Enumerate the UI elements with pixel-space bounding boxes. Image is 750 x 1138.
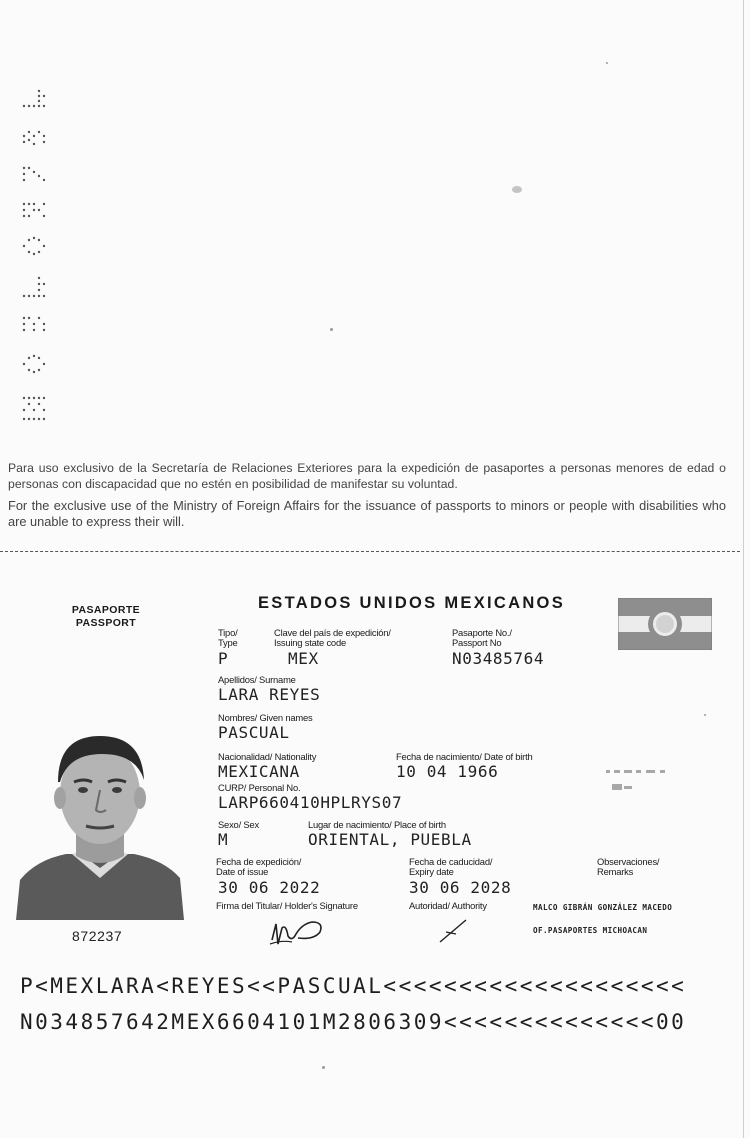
scan-speck — [704, 714, 706, 716]
curp-value: LARP660410HPLRYS07 — [218, 793, 403, 812]
issue-date-label: Fecha de expedición/ Date of issue — [216, 856, 302, 877]
issuing-country: ESTADOS UNIDOS MEXICANOS — [258, 594, 566, 612]
perforation-dots — [18, 86, 54, 426]
type-label: Tipo/ Type — [218, 627, 238, 648]
scan-speck — [606, 62, 608, 64]
scan-speck — [322, 1066, 325, 1069]
mrz-line-2: N034857642MEX6604101M2806309<<<<<<<<<<<<<<00 — [20, 1010, 687, 1034]
mrz-line-1: P<MEXLARA<REYES<<PASCUAL<<<<<<<<<<<<<<<<<<<< — [20, 974, 687, 998]
photo-serial-number: 872237 — [72, 928, 123, 944]
holder-photo-graphic — [14, 728, 186, 924]
sex-label: Sexo/ Sex — [218, 819, 259, 830]
nationality-label: Nacionalidad/ Nationality — [218, 751, 317, 762]
passport-number-label: Pasaporte No./ Passport No — [452, 627, 512, 648]
curp-label: CURP/ Personal No. — [218, 782, 301, 793]
authority-label: Autoridad/ Authority — [409, 900, 487, 911]
authority-signature — [436, 916, 472, 949]
document-kind-en: PASSPORT — [75, 617, 137, 629]
scan-speck — [330, 328, 333, 331]
issuing-code-value: MEX — [288, 649, 319, 668]
given-names-label: Nombres/ Given names — [218, 712, 313, 723]
expiry-date-value: 30 06 2028 — [409, 878, 512, 897]
passport-number-value: N03485764 — [452, 649, 545, 668]
disclaimer-spanish: Para uso exclusivo de la Secretaría de Relaciones Exteriores para la expedición de pasaportes a personas menores de edad o personas con discapacidad que no estén en posibilidad de manifestar su voluntad. — [8, 461, 726, 491]
remarks-label: Observaciones/ Remarks — [597, 856, 660, 877]
birth-place-label: Lugar de nacimiento/ Place of birth — [308, 819, 446, 830]
surname-value: LARA REYES — [218, 685, 321, 704]
holder-photo — [14, 728, 186, 924]
birth-date-value: 10 04 1966 — [396, 762, 499, 781]
dashed-separator — [0, 551, 740, 552]
perforated-serial-number — [18, 86, 54, 426]
authority-signature-stroke — [436, 916, 472, 944]
issue-date-value: 30 06 2022 — [218, 878, 321, 897]
ghost-image — [602, 766, 672, 799]
holder-signature — [268, 914, 328, 953]
document-kind-es: PASAPORTE — [71, 604, 141, 616]
authority-office: OF.PASAPORTES MICHOACAN — [533, 926, 648, 935]
type-value: P — [218, 649, 229, 668]
surname-label: Apellidos/ Surname — [218, 674, 296, 685]
birth-date-label: Fecha de nacimiento/ Date of birth — [396, 751, 533, 762]
signature-label: Firma del Titular/ Holder's Signature — [216, 900, 358, 911]
sex-value: M — [218, 830, 229, 849]
security-emblem — [618, 598, 712, 650]
scan-speck — [512, 186, 522, 193]
page-edge — [743, 0, 744, 1138]
document-kind — [58, 604, 154, 630]
disclaimer-english: For the exclusive use of the Ministry of Foreign Affairs for the issuance of passports to minors or people with disabilities who are unable to express their will. — [8, 498, 726, 529]
nationality-value: MEXICANA — [218, 762, 300, 781]
holder-signature-stroke — [268, 914, 328, 948]
issuing-code-label: Clave del país de expedición/ Issuing state code — [274, 627, 391, 648]
ghost-image-graphic — [602, 766, 672, 794]
birth-place-value: ORIENTAL, PUEBLA — [308, 830, 472, 849]
authority-name: MALCO GIBRÁN GONZÁLEZ MACEDO — [533, 903, 673, 912]
expiry-date-label: Fecha de caducidad/ Expiry date — [409, 856, 493, 877]
given-names-value: PASCUAL — [218, 723, 290, 742]
emblem-graphic — [618, 598, 712, 650]
